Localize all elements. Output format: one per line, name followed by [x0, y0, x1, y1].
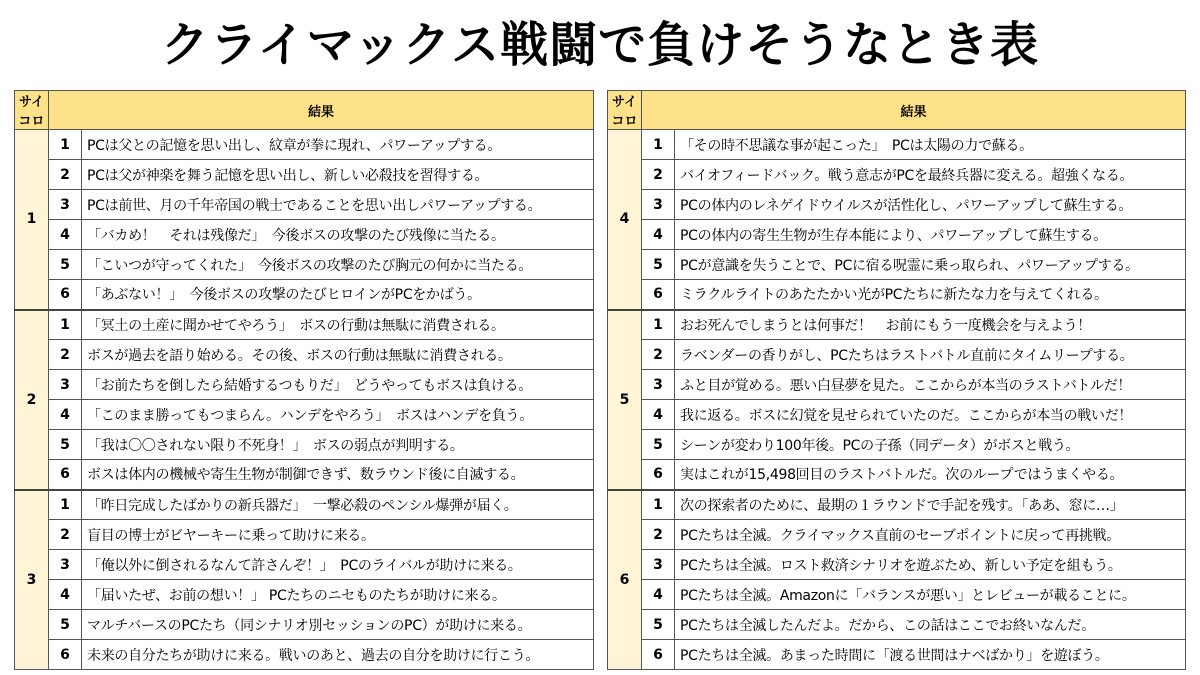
sub-roll-number: 1 [642, 310, 675, 340]
sub-roll-number: 6 [49, 280, 82, 310]
sub-roll-number: 3 [642, 190, 675, 220]
sub-roll-number: 5 [642, 430, 675, 460]
sub-roll-number: 4 [642, 220, 675, 250]
table-row [608, 220, 1186, 250]
table-row [608, 460, 1186, 490]
result-text: PCたちは全滅。あまった時間に「渡る世間はナベばかり」を遊ぼう。 [675, 640, 1186, 670]
table-row [608, 640, 1186, 670]
table-row [15, 520, 594, 550]
result-column-header: 結果 [49, 91, 594, 130]
sub-roll-number: 1 [642, 130, 675, 160]
table-row [15, 250, 594, 280]
roll-table-left [14, 90, 594, 670]
result-column-header: 結果 [642, 91, 1186, 130]
table-row [15, 220, 594, 250]
result-text: 「我は〇〇されない限り不死身！」 ボスの弱点が判明する。 [82, 430, 594, 460]
dice-roll-group: 3 [15, 490, 49, 670]
sub-roll-number: 4 [49, 400, 82, 430]
sub-roll-number: 4 [642, 580, 675, 610]
result-text: 「届いたぜ、お前の想い！」 PCたちのニセものたちが助けに来る。 [82, 580, 594, 610]
table-row [15, 460, 594, 490]
sub-roll-number: 1 [49, 310, 82, 340]
table-row [608, 490, 1186, 520]
table-row [608, 550, 1186, 580]
result-text: バイオフィードバック。戦う意志がPCを最終兵器に変える。超強くなる。 [675, 160, 1186, 190]
result-text: ミラクルライトのあたたかい光がPCたちに新たな力を与えてくれる。 [675, 280, 1186, 310]
sub-roll-number: 4 [642, 400, 675, 430]
result-text: シーンが変わり100年後。PCの子孫（同データ）がボスと戦う。 [675, 430, 1186, 460]
sub-roll-number: 3 [642, 370, 675, 400]
result-text: PCたちは全滅。クライマックス直前のセーブポイントに戻って再挑戦。 [675, 520, 1186, 550]
table-row [608, 190, 1186, 220]
result-text: PCの体内の寄生生物が生存本能により、パワーアップして蘇生する。 [675, 220, 1186, 250]
sub-roll-number: 4 [49, 220, 82, 250]
sub-roll-number: 6 [642, 460, 675, 490]
sub-roll-number: 2 [642, 340, 675, 370]
result-text: 「俺以外に倒されるなんて許さんぞ！」 PCのライバルが助けに来る。 [82, 550, 594, 580]
sub-roll-number: 3 [49, 370, 82, 400]
result-text: ボスが過去を語り始める。その後、ボスの行動は無駄に消費される。 [82, 340, 594, 370]
table-row [15, 610, 594, 640]
sub-roll-number: 5 [642, 250, 675, 280]
table-row [15, 280, 594, 310]
dice-roll-group: 4 [608, 130, 642, 310]
table-row [15, 370, 594, 400]
sub-roll-number: 4 [49, 580, 82, 610]
table-row [608, 130, 1186, 160]
result-text: 「こいつが守ってくれた」 今後ボスの攻撃のたび胸元の何かに当たる。 [82, 250, 594, 280]
table-row [15, 490, 594, 520]
result-text: マルチバースのPCたち（同シナリオ別セッションのPC）が助けに来る。 [82, 610, 594, 640]
table-row [608, 520, 1186, 550]
result-text: 未来の自分たちが助けに来る。戦いのあと、過去の自分を助けに行こう。 [82, 640, 594, 670]
sub-roll-number: 5 [49, 430, 82, 460]
sub-roll-number: 5 [642, 610, 675, 640]
result-text: ボスは体内の機械や寄生生物が制御できず、数ラウンド後に自滅する。 [82, 460, 594, 490]
sub-roll-number: 3 [49, 190, 82, 220]
result-text: PCたちは全滅。Amazonに「バランスが悪い」とレビューが載ることに。 [675, 580, 1186, 610]
dice-roll-group: 2 [15, 310, 49, 490]
sub-roll-number: 2 [49, 160, 82, 190]
result-text: PCたちは全滅したんだよ。だから、この話はここでお終いなんだ。 [675, 610, 1186, 640]
table-row [608, 580, 1186, 610]
table-row [608, 280, 1186, 310]
result-text: 我に返る。ボスに幻覚を見せられていたのだ。ここからが本当の戦いだ！ [675, 400, 1186, 430]
sub-roll-number: 3 [642, 550, 675, 580]
table-header-row [608, 91, 1186, 130]
table-row [15, 640, 594, 670]
result-text: 「このまま勝ってもつまらん。ハンデをやろう」 ボスはハンデを負う。 [82, 400, 594, 430]
sub-roll-number: 6 [642, 280, 675, 310]
result-text: 「昨日完成したばかりの新兵器だ」 一撃必殺のペンシル爆弾が届く。 [82, 490, 594, 520]
table-row [608, 370, 1186, 400]
table-row [608, 160, 1186, 190]
result-text: 「その時不思議な事が起こった」 PCは太陽の力で蘇る。 [675, 130, 1186, 160]
sub-roll-number: 1 [642, 490, 675, 520]
sub-roll-number: 6 [49, 640, 82, 670]
result-text: ラベンダーの香りがし、PCたちはラストバトル直前にタイムリープする。 [675, 340, 1186, 370]
result-text: おお死んでしまうとは何事だ！ お前にもう一度機会を与えよう！ [675, 310, 1186, 340]
table-row [608, 430, 1186, 460]
table-row [15, 130, 594, 160]
table-header-row [15, 91, 594, 130]
table-row [15, 160, 594, 190]
sub-roll-number: 6 [642, 640, 675, 670]
result-text: PCたちは全滅。ロスト救済シナリオを遊ぶため、新しい予定を組もう。 [675, 550, 1186, 580]
roll-table-right [607, 90, 1186, 670]
sub-roll-number: 1 [49, 130, 82, 160]
table-row [608, 340, 1186, 370]
table-row [15, 580, 594, 610]
result-text: 「お前たちを倒したら結婚するつもりだ」 どうやってもボスは負ける。 [82, 370, 594, 400]
dice-column-header: サイコロ [608, 91, 642, 130]
page-title: クライマックス戦闘で負けそうなとき表 [160, 17, 1040, 73]
table-row [608, 310, 1186, 340]
table-row [608, 610, 1186, 640]
sub-roll-number: 5 [49, 610, 82, 640]
result-text: 「あぶない！」 今後ボスの攻撃のたびヒロインがPCをかばう。 [82, 280, 594, 310]
result-text: PCは前世、月の千年帝国の戦士であることを思い出しパワーアップする。 [82, 190, 594, 220]
result-text: PCは父が神楽を舞う記憶を思い出し、新しい必殺技を習得する。 [82, 160, 594, 190]
result-text: PCが意識を失うことで、PCに宿る呪霊に乗っ取られ、パワーアップする。 [675, 250, 1186, 280]
sub-roll-number: 6 [49, 460, 82, 490]
table-row [15, 310, 594, 340]
dice-roll-group: 5 [608, 310, 642, 490]
sub-roll-number: 2 [49, 520, 82, 550]
result-text: 盲目の博士がビヤーキーに乗って助けに来る。 [82, 520, 594, 550]
table-row [608, 400, 1186, 430]
dice-roll-group: 6 [608, 490, 642, 670]
table-row [15, 400, 594, 430]
result-text: 次の探索者のために、最期の１ラウンドで手記を残す。「ああ、窓に…」 [675, 490, 1186, 520]
table-row [15, 550, 594, 580]
table-row [15, 430, 594, 460]
result-text: 実はこれが15,498回目のラストバトルだ。次のループではうまくやる。 [675, 460, 1186, 490]
dice-roll-group: 1 [15, 130, 49, 310]
table-row [15, 190, 594, 220]
sub-roll-number: 2 [49, 340, 82, 370]
table-row [608, 250, 1186, 280]
sub-roll-number: 2 [642, 160, 675, 190]
sub-roll-number: 2 [642, 520, 675, 550]
sub-roll-number: 1 [49, 490, 82, 520]
table-row [15, 340, 594, 370]
result-text: 「冥土の土産に聞かせてやろう」 ボスの行動は無駄に消費される。 [82, 310, 594, 340]
sub-roll-number: 3 [49, 550, 82, 580]
result-text: ふと目が覚める。悪い白昼夢を見た。ここからが本当のラストバトルだ！ [675, 370, 1186, 400]
result-text: PCは父との記憶を思い出し、紋章が拳に現れ、パワーアップする。 [82, 130, 594, 160]
dice-column-header: サイコロ [15, 91, 49, 130]
sub-roll-number: 5 [49, 250, 82, 280]
result-text: 「バカめ！ それは残像だ」 今後ボスの攻撃のたび残像に当たる。 [82, 220, 594, 250]
result-text: PCの体内のレネゲイドウイルスが活性化し、パワーアップして蘇生する。 [675, 190, 1186, 220]
